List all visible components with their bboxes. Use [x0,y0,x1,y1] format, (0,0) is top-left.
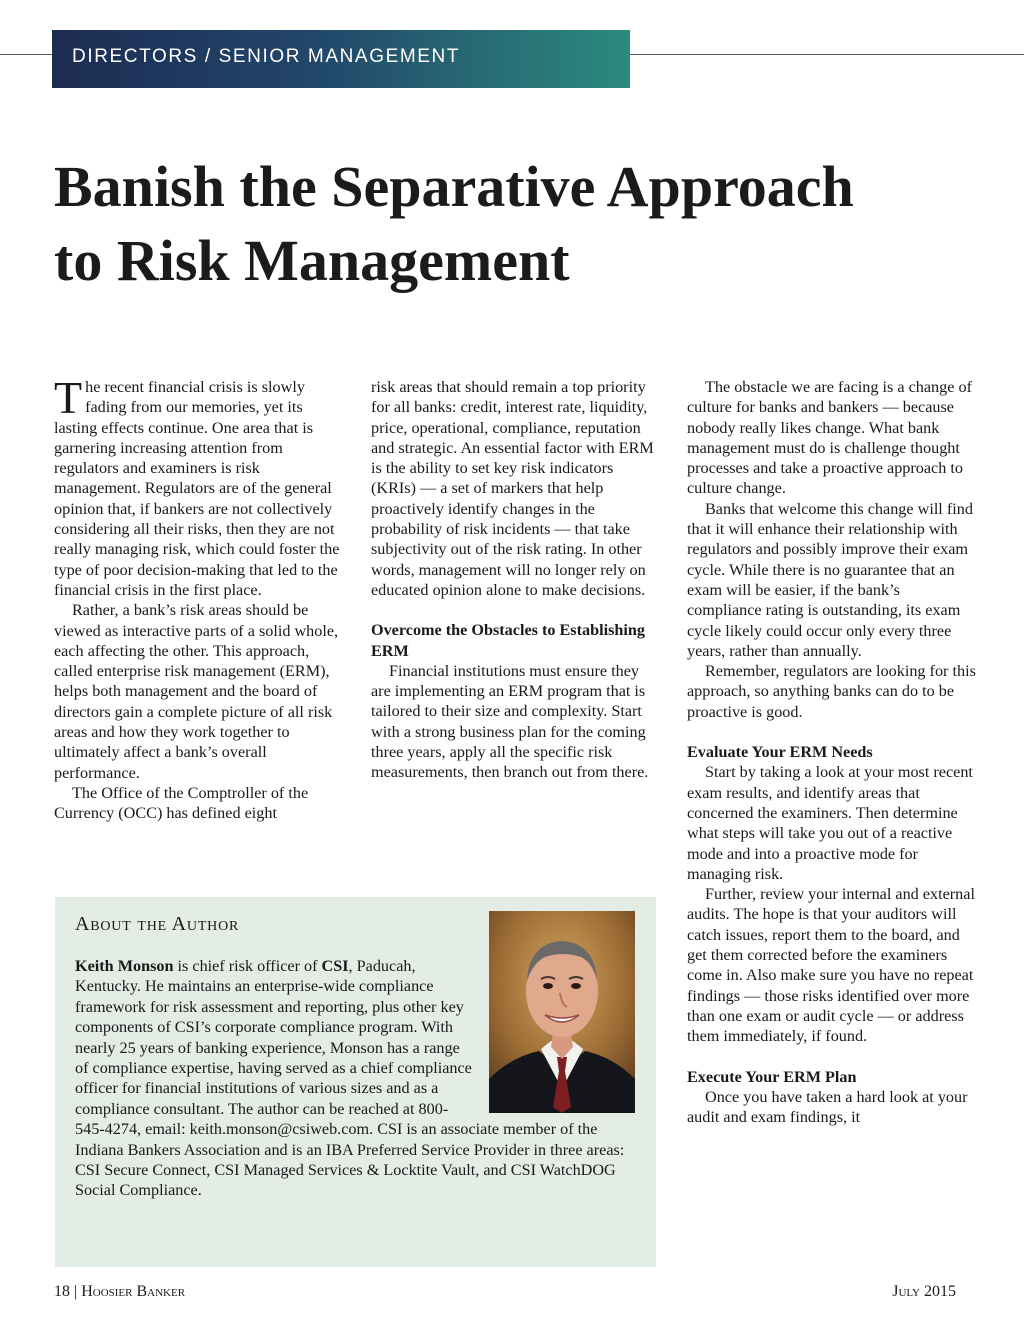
author-company: CSI [321,957,349,975]
paragraph: Further, review your internal and external audits. The hope is that your auditors will catch issues, report them to the board, and get them corrected before the examiners come in. Also make sure you have no repeat findings — those risks identified over more than one exam or audit cycle — or address them immediately, if found. [687,885,975,1046]
footer-separator: | [74,1283,78,1300]
paragraph: Financial institutions must ensure they are implementing an ERM program that is tailored to their size and complexity. Start with a strong business plan for the coming three years, apply all the specific risk measurements, then branch out from there. [371,661,649,782]
drop-cap: T [54,372,83,423]
page-number: 18 [54,1283,70,1300]
about-author-heading: About the Author [75,913,240,935]
author-bio-text: is chief risk officer of [173,957,322,975]
author-bio [75,956,635,1201]
author-bio-text: , Paducah, Kentucky. He maintains an enterprise-wide compliance framework for risk assessment and reporting, plus other key components of CSI’s corporate compliance program. With nearly 25 years of banking experience, Monson has a range of compliance expertise, having served as a chief compliance officer for financial institutions of various sizes and as a compliance consultant. The author can be reached at 800-545-4274, email: keith.monson@csiweb.com. CSI is an associate member of the Indiana Bankers Association and is an IBA Preferred Service Provider in three areas: CSI Secure Connect, CSI Managed Services & Locktite Vault, and CSI WatchDOG Social Compliance. [75,957,625,1200]
column-1 [54,372,344,824]
about-author-box [55,897,656,1267]
column-2 [371,377,661,783]
paragraph-text: he recent financial crisis is slowly fading from our memories, yet its lasting effects continue. One area that is garnering increasing attention from regulators and examiners is risk management. Regulators are of the general opinion that, if bankers are not collectively considering all their risks, then they are not really managing risk, which could foster the type of poor decision-making that led to the financial crisis in the first place. [54,378,340,599]
paragraph: The Office of the Comptroller of the Currency (OCC) has defined eight [54,783,309,823]
subheading: Execute Your ERM Plan [687,1067,857,1086]
paragraph: Once you have taken a hard look at your audit and exam findings, it [687,1087,968,1127]
article-title [54,150,994,298]
subheading: Overcome the Obstacles to Establishing ERM [371,621,645,660]
subheading: Evaluate Your ERM Needs [687,743,873,762]
title-line-1: Banish the Separative Approach [54,154,854,219]
title-line-2: to Risk Management [54,228,570,293]
footer-left [54,1283,185,1301]
spacer [371,600,661,620]
paragraph: Start by taking a look at your most recent exam results, and identify areas that concerned the examiners. Then determine what steps will take you out of a reactive mode and into a proactive mode for managing risk. [687,763,973,883]
author-name: Keith Monson [75,957,174,975]
paragraph: Remember, regulators are looking for this approach, so anything banks can do to be proactive is good. [687,662,976,721]
paragraph [54,372,344,600]
publication-name: Hoosier Banker [81,1283,186,1300]
paragraph: Rather, a bank’s risk areas should be viewed as interactive parts of a solid whole, each affecting the other. This approach, called enterprise risk management (ERM), helps both management and the board of directors gain a complete picture of all risk areas and how they work together to ultimately affect a bank’s overall performance. [54,601,339,782]
author-portrait [489,911,635,1113]
column-3 [687,377,977,1127]
spacer [687,722,977,742]
paragraph: Banks that welcome this change will find that it will enhance their relationship with regulators and possibly improve their exam cycle. While there is no guarantee that an exam will be easier, if the bank’s compliance rating is outstanding, its exam cycle likely could occur only every three years, rather than annually. [687,499,973,660]
paragraph: risk areas that should remain a top priority for all banks: credit, interest rate, liquidity, price, operational, compliance, reputation and strategic. An essential factor with ERM is the ability to set key risk indicators (KRIs) — a set of markers that help proactively identify changes in the probability of risk incidents — that take subjectivity out of the risk rating. In other words, management will no longer rely on educated opinion alone to make decisions. [371,378,654,599]
paragraph: The obstacle we are facing is a change of culture for banks and bankers — because nobody really likes change. What bank management must do is challenge thought processes and take a proactive approach to culture change. [687,378,972,498]
spacer [687,1047,977,1067]
section-banner: DIRECTORS / SENIOR MANAGEMENT [52,30,630,88]
issue-date: July 2015 [892,1283,956,1300]
